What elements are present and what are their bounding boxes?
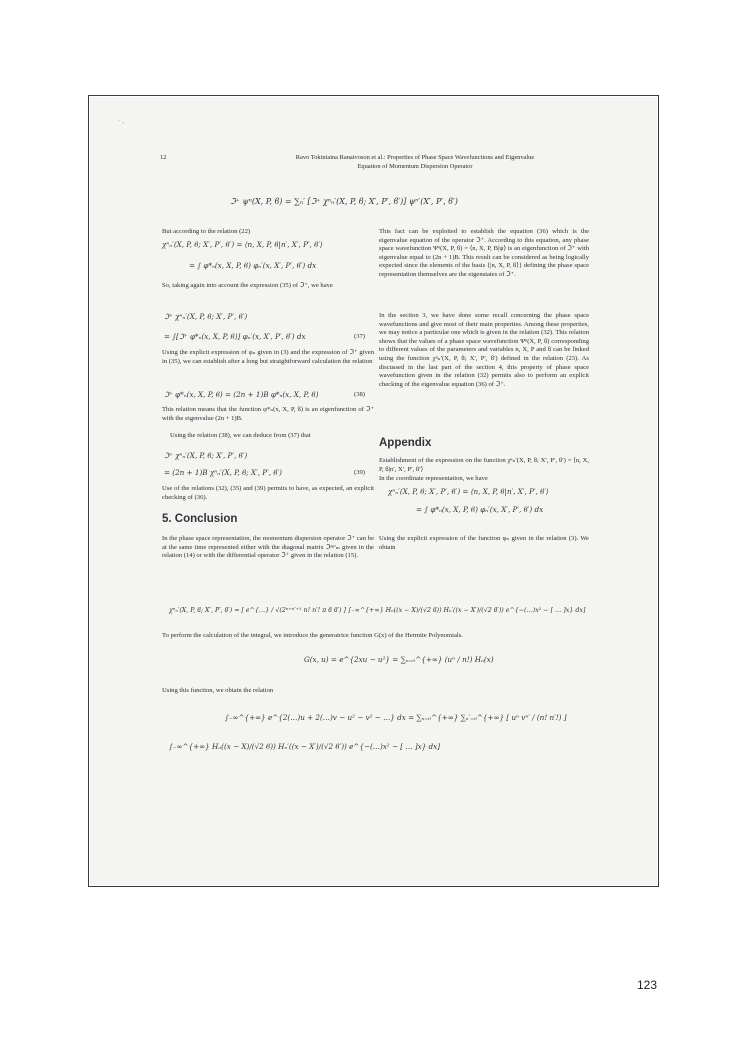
right-paragraph-4: In the coordinate representation, we have	[379, 475, 488, 482]
left-paragraph-2: So, taking again into account the expression (35) of ℑ⁺, we have	[162, 282, 333, 289]
right-paragraph-3: Establishment of the expression on the function χⁿₙ′(X, P, ϐ; X′, P′, ϐ′) = ⟨n, X, P, ϐ|n′, X′, P′, ϐ′⟩	[379, 457, 589, 473]
running-header-line2: Equation of Momentum Dispersion Operator	[357, 163, 473, 170]
right-paragraph-5: Using the explicit expression of the function φₙ given in the relation (3). We obtain	[379, 535, 589, 551]
page-number: 123	[637, 978, 658, 992]
equation-label-37: (37)	[354, 333, 365, 340]
page-frame	[88, 95, 659, 887]
equation-appendix-integral: = ∫ φ*ₙ(x, X, P, ϐ) φₙ′(x, X′, P′, ϐ′) dx	[416, 505, 544, 514]
equation-long-chi: χⁿₙ′(X, P, ϐ; X′, P′, ϐ′) = [ e^{…} / √(2ⁿ⁺ⁿ′⁺¹ n! n′! π ϐ ϐ′) ] ∫₋∞^{+∞} Hₙ((x − X)/(√2 ϐ)) Hₙ′((x − X′)/(√2 ϐ′)) e^{−(…)x² − [ … ]x} dx]	[169, 607, 586, 614]
appendix-heading: Appendix	[379, 437, 432, 449]
conclusion-heading: 5. Conclusion	[162, 513, 238, 525]
equation-label-38: (38)	[354, 391, 365, 398]
equation-37: = ∫[ℑ⁺ φ*ₙ(x, X, P, ϐ)] φₙ′(x, X′, P′, ϐ′) dx	[164, 332, 306, 341]
equation-s-chi: ℑ⁺ χⁿₙ′(X, P, ϐ; X′, P′, ϐ′)	[164, 312, 248, 321]
left-paragraph-7: In the phase space representation, the momentum dispersion operator ℑ⁺ can be at the same time represented either with the diagonal matrix ℑⁿⁿ′ₘ given in the relation (14) or with the differential operator ℑ⁺ given in the relation (15).	[162, 535, 374, 560]
right-paragraph-1: This fact can be exploited to establish the equation (36) which is the eigenvalue equation of the operator ℑ⁺. According to this equation, any phase space wavefunction Ψⁿ(X, P, ϐ) = ⟨n, X, P, B|ψ⟩ is an eigenfunction of ℑ⁺ with eigenvalue equal to (2n + 1)B. This result can be considered as being logically expected since the elements of the basis {|n, X, P, ϐ⟩} defining the phase space representation themselves are the eigenstates of ℑ⁺.	[379, 228, 589, 278]
equation-39: = (2n + 1)B χⁿₙ′(X, P, ϐ; X′, P′, ϐ′)	[164, 468, 282, 477]
scanned-page	[90, 97, 657, 885]
left-paragraph-6: Use of the relations (32), (35) and (39) permits to have, as expected, an explicit checking of (36).	[162, 485, 374, 501]
equation-chi-definition: χⁿₙ′(X, P, ϐ; X′, P′, ϐ′) = ⟨n, X, P, ϐ|n′, X′, P′, ϐ′⟩	[162, 240, 323, 249]
equation-integral-rhs: ∫₋∞^{+∞} Hₙ((x − X)/(√2 ϐ)) Hₙ′((x − X′)/(√2 ϐ′)) e^{−(…)x² − [ … ]x} dx]	[169, 742, 441, 751]
right-paragraph-2: In the section 3, we have done some recall concerning the phase space wavefunctions and give most of their main properties. Among these properties, we may notice a particular one which is given in the relation (32). This relation shows that the values of a phase space wavefunction Ψⁿ(X, P, ϐ) corresponding to different values of the parameters and variables n, X, P and ϐ can be linked using the function χⁿₙ′(X, P, ϐ; X′, P′, ϐ′) defined in the relation (23). As discussed in the last part of the section 4, this property of phase space wavefunction given in the relation (32) permits also to perform an explicit checking of the eigenvalue equation (36) of ℑ⁺.	[379, 312, 589, 388]
equation-integral-lhs: ∫₋∞^{+∞} e^{2(…)u + 2(…)v − u² − v² − …} dx = ∑ₙ₌₀^{+∞} ∑ₙ′₌₀^{+∞} [ uⁿ vⁿ′ / (n! n′!) ]	[225, 713, 567, 722]
equation-chi-integral: = ∫ φ*ₙ(x, X, P, ϐ) φₙ′(x, X′, P′, ϐ′) dx	[189, 261, 317, 270]
left-paragraph-5: Using the relation (38), we can deduce from (37) that	[170, 432, 311, 439]
full-paragraph-1: To perform the calculation of the integral, we introduce the generatrice function G(x) of the Hermite Polynomials.	[162, 632, 463, 639]
full-paragraph-2: Using this function, we obtain the relation	[162, 687, 274, 694]
equation-s-chi-2: ℑ⁺ χⁿₙ′(X, P, ϐ; X′, P′, ϐ′)	[164, 451, 248, 460]
running-header-line1: Ravo Tokiniaina Ranaivoson et al.: Properties of Phase Space Wavefunctions and Eigenvalue	[295, 154, 535, 161]
left-paragraph-1: But according to the relation (22)	[162, 228, 251, 235]
equation-top-main: ℑ⁺ ψⁿ(X, P, ϐ) = ∑ₙ′ [ℑ⁺ χⁿₙ′(X, P, ϐ; X′, P′, ϐ′)] ψⁿ′(X′, P′, ϐ′)	[230, 197, 458, 206]
scan-speck: · ,	[118, 117, 124, 125]
header-page-number: 12	[160, 154, 167, 161]
equation-generating-function: G(x, u) = e^{2xu − u²} = ∑ₙ₌₀^{+∞} (uⁿ / n!) Hₙ(x)	[304, 655, 494, 664]
equation-38: ℑ⁺ φ*ₙ(x, X, P, ϐ) = (2n + 1)B φ*ₙ(x, X, P, ϐ)	[164, 390, 319, 399]
equation-label-39: (39)	[354, 469, 365, 476]
equation-appendix-chi: χⁿₙ′(X, P, ϐ; X′, P′, ϐ′) = ⟨n, X, P, ϐ|n′, X′, P′, ϐ′⟩	[388, 487, 549, 496]
left-paragraph-3: Using the explicit expression of φₙ given in (3) and the expression of ℑ⁺ given in (35), we can establish after a long but straightforward calculation the relation	[162, 349, 374, 365]
left-paragraph-4: This relation means that the function φ*ₙ(x, X, P, ϐ) is an eigenfunction of ℑ⁺ with the eigenvalue (2n + 1)B.	[162, 406, 374, 422]
